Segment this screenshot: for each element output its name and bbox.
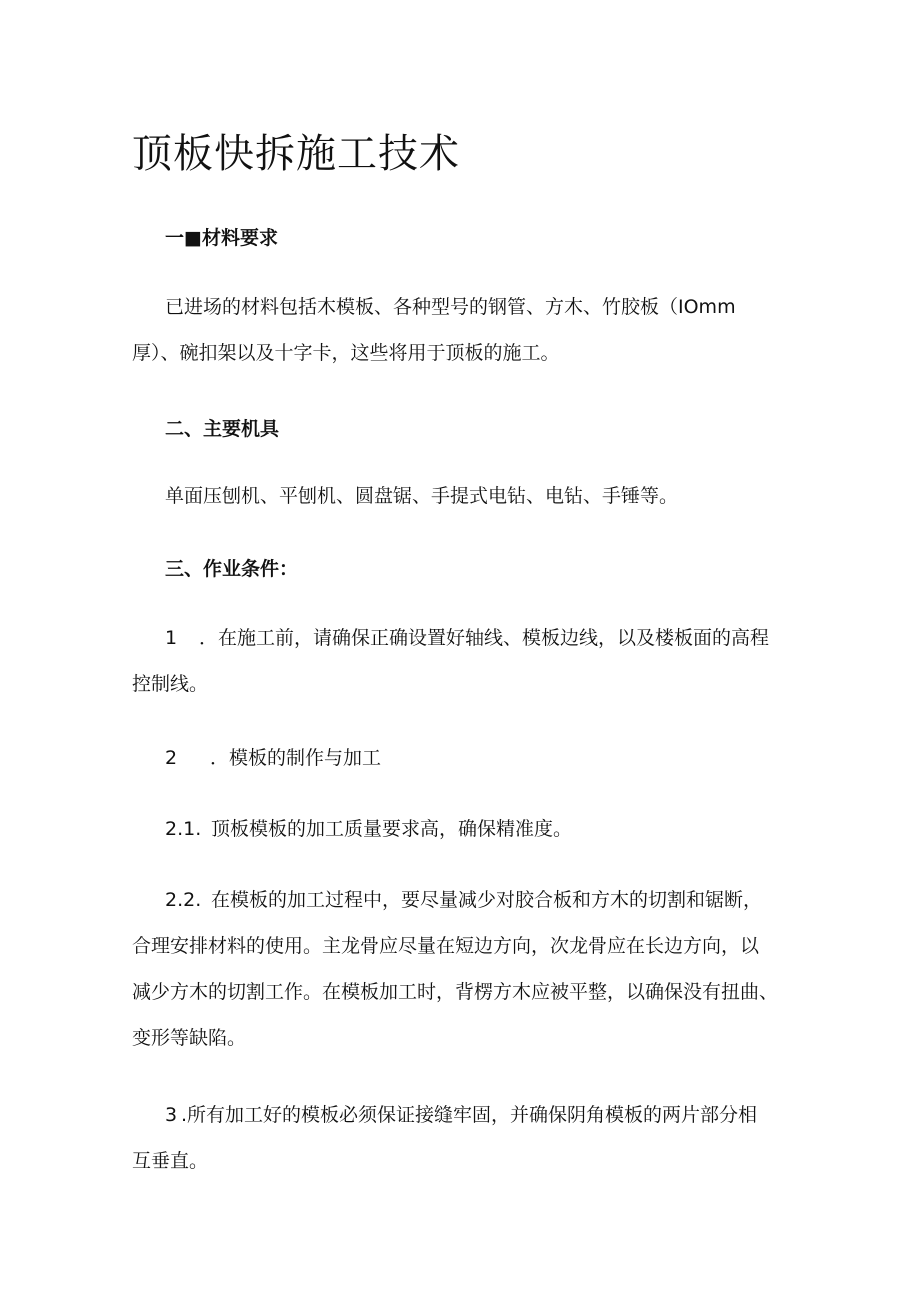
page-title: 顶板快拆施工技术 [132, 131, 460, 177]
paragraph-line: 互垂直。 [132, 1150, 209, 1172]
paragraph-line: 减少方木的切割工作。在模板加工时，背楞方木应被平整，以确保没有扭曲、 [132, 981, 779, 1003]
paragraph-line [132, 877, 802, 923]
paragraph-line: 合理安排材料的使用。主龙骨应尽量在短边方向，次龙骨应在长边方向，以 [132, 935, 760, 957]
item-text: ．模板的制作与加工 [210, 747, 382, 769]
item-text: .所有加工好的模板必须保证接缝牢固，并确保阴角模板的两片部分相 [181, 1104, 758, 1126]
section-heading-conditions: 三、作业条件： [165, 558, 299, 580]
paragraph-line [132, 1092, 802, 1138]
paragraph-materials [132, 284, 802, 376]
paragraph-line [132, 806, 802, 852]
paragraph-line [132, 735, 802, 781]
item-text: ．在施工前，请确保正确设置好轴线、模板边线，以及楼板面的高程 [199, 627, 770, 649]
list-item-2 [132, 735, 802, 781]
item-number: 2.2. [165, 889, 202, 911]
section-heading-materials: 一■材料要求 [165, 227, 278, 249]
list-item-2-2 [132, 877, 802, 1061]
paragraph-line: 已进场的材料包括木模板、各种型号的钢管、方木、竹胶板（IOmm [165, 296, 736, 318]
list-item-1 [132, 615, 802, 707]
list-item-3 [132, 1092, 802, 1184]
paragraph-line: 厚）、碗扣架以及十字卡，这些将用于顶板的施工。 [132, 342, 560, 364]
section-heading-equipment: 二、主要机具 [165, 418, 280, 440]
paragraph-line: 单面压刨机、平刨机、圆盘锯、手提式电钻、电钻、手锤等。 [165, 485, 679, 507]
paragraph-line [132, 615, 802, 661]
paragraph-line: 变形等缺陷。 [132, 1027, 247, 1049]
list-item-2-1 [132, 806, 802, 852]
paragraph-equipment [132, 473, 802, 519]
item-text: 顶板模板的加工质量要求高，确保精准度。 [211, 818, 573, 840]
item-text: 在模板的加工过程中，要尽量减少对胶合板和方木的切割和锯断， [211, 889, 763, 911]
item-number: 3 [165, 1104, 178, 1126]
item-number: 1 [165, 627, 178, 649]
paragraph-line: 控制线。 [132, 673, 209, 695]
item-number: 2 [165, 747, 178, 769]
item-number: 2.1. [165, 818, 202, 840]
